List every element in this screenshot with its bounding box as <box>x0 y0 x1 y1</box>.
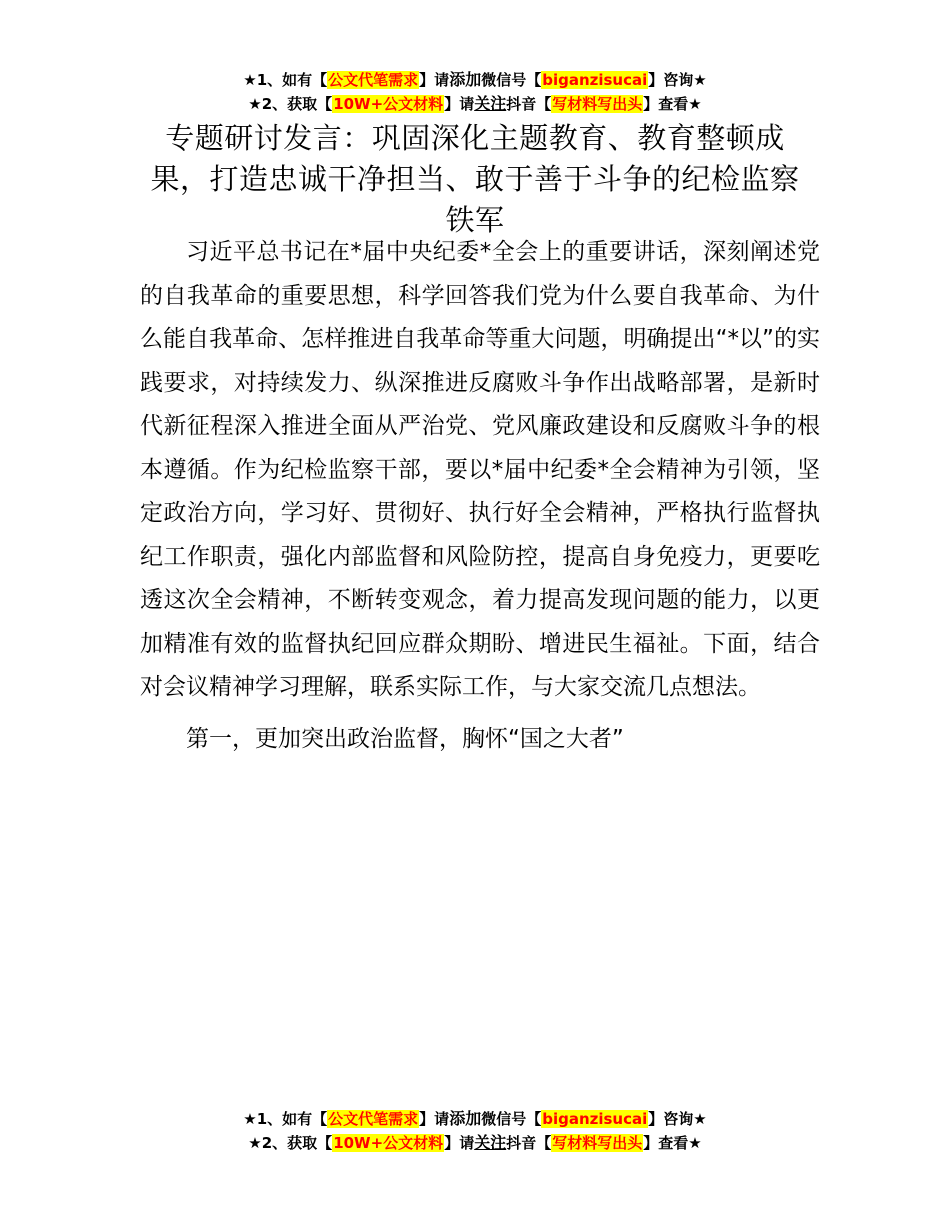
document-title: 专题研讨发言：巩固深化主题教育、教育整顿成果，打造忠诚干净担当、敢于善于斗争的纪检监察铁军 <box>150 121 800 237</box>
banner-line2-mid2: 抖音【 <box>506 95 552 113</box>
banner-line-1 <box>0 68 950 92</box>
footer-line2-suffix: 】查看★ <box>643 1134 702 1152</box>
banner-line1-suffix: 】咨询★ <box>648 71 707 89</box>
banner-highlight-wechat-id: biganzisucai <box>542 71 648 89</box>
footer-line1-prefix: ★1、如有【 <box>243 1110 328 1128</box>
footer-highlight-douyin: 写材料写出头 <box>552 1134 643 1152</box>
banner-highlight-materials: 10W+公文材料 <box>333 95 444 113</box>
document-body <box>140 231 820 761</box>
header-banner <box>0 68 950 116</box>
paragraph-section-1: 第一，更加突出政治监督，胸怀“国之大者” <box>186 725 624 752</box>
footer-banner-line-2 <box>0 1131 950 1155</box>
footer-banner <box>0 1107 950 1155</box>
footer-highlight-materials: 10W+公文材料 <box>333 1134 444 1152</box>
footer-line2-prefix: ★2、获取【 <box>248 1134 333 1152</box>
banner-line-2 <box>0 92 950 116</box>
footer-highlight-wechat-id: biganzisucai <box>542 1110 648 1128</box>
banner-line2-mid1: 】请 <box>444 95 475 113</box>
footer-line2-mid1: 】请 <box>444 1134 475 1152</box>
footer-line1-emph: 添加 <box>449 1109 482 1128</box>
footer-line1-mid2: 微信号【 <box>481 1110 542 1128</box>
banner-line1-emph: 添加 <box>449 70 482 89</box>
banner-line1-mid2: 微信号【 <box>481 71 542 89</box>
banner-line2-suffix: 】查看★ <box>643 95 702 113</box>
footer-line2-emph: 关注 <box>474 1133 507 1152</box>
banner-line2-prefix: ★2、获取【 <box>248 95 333 113</box>
footer-line1-mid1: 】请 <box>419 1110 450 1128</box>
banner-line1-prefix: ★1、如有【 <box>243 71 328 89</box>
footer-line2-mid2: 抖音【 <box>506 1134 552 1152</box>
banner-highlight-douyin: 写材料写出头 <box>552 95 643 113</box>
banner-line1-mid1: 】请 <box>419 71 450 89</box>
footer-banner-line-1 <box>0 1107 950 1131</box>
banner-line2-emph: 关注 <box>474 94 507 113</box>
footer-highlight-ghostwriting: 公文代笔需求 <box>328 1110 419 1128</box>
footer-line1-suffix: 】咨询★ <box>648 1110 707 1128</box>
banner-highlight-ghostwriting: 公文代笔需求 <box>328 71 419 89</box>
paragraph-intro: 习近平总书记在*届中央纪委*全会上的重要讲话，深刻阐述党的自我革命的重要思想，科学回答我们党为什么要自我革命、为什么能自我革命、怎样推进自我革命等重大问题，明确提出“*以”的实践要求，对持续发力、纵深推进反腐败斗争作出战略部署，是新时代新征程深入推进全面从严治党、党风廉政建设和反腐败斗争的根本遵循。作为纪检监察干部，要以*届中纪委*全会精神为引领，坚定政治方向，学习好、贯彻好、执行好全会精神，严格执行监督执纪工作职责，强化内部监督和风险防控，提高自身免疫力，更要吃透这次全会精神，不断转变观念，着力提高发现问题的能力，以更加精准有效的监督执纪回应群众期盼、增进民生福祉。下面，结合对会议精神学习理解，联系实际工作，与大家交流几点想法。 <box>140 239 820 700</box>
